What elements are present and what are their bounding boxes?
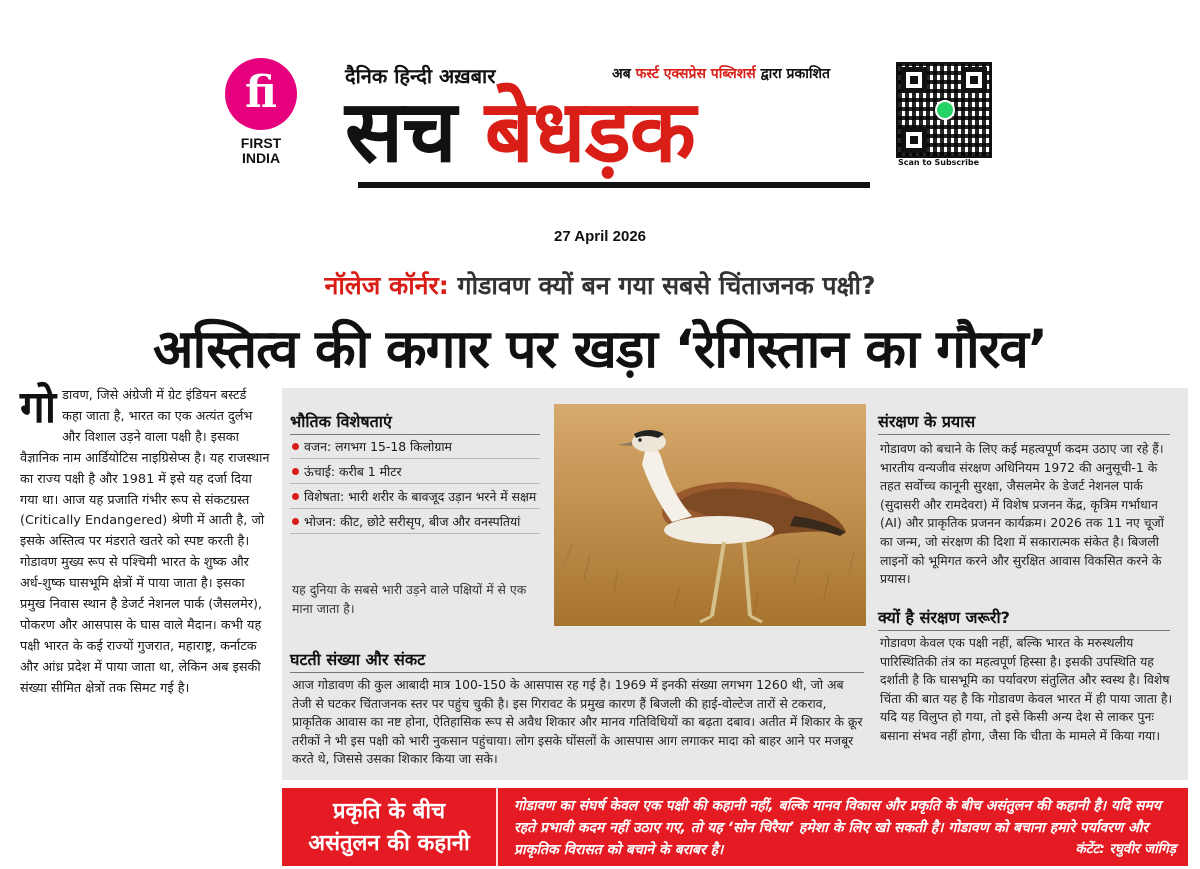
publisher-prefix: अब	[612, 66, 631, 82]
bustard-illustration	[554, 404, 866, 626]
qr-caption: Scan to Subscribe	[898, 158, 980, 167]
newspaper-name-part1: सच	[345, 82, 456, 182]
kicker-text: गोडावण क्यों बन गया सबसे चिंताजनक पक्षी?	[457, 271, 876, 300]
list-item: वजन: लगभग 15-18 किलोग्राम	[290, 438, 540, 459]
kicker-headline	[0, 268, 1200, 302]
masthead-tagline: दैनिक हिन्दी अख़बार	[345, 64, 496, 88]
physical-note: यह दुनिया के सबसे भारी उड़ने वाले पक्षियों में से एक माना जाता है।	[292, 582, 527, 616]
footer-title	[282, 788, 498, 866]
publisher-suffix: द्वारा प्रकाशित	[760, 66, 830, 82]
physical-list	[290, 438, 540, 538]
conservation-heading: संरक्षण के प्रयास	[878, 410, 1170, 435]
logo-name: FIRST INDIA	[240, 135, 282, 166]
importance-text: गोडावण केवल एक पक्षी नहीं, बल्कि भारत के मरुस्थलीय पारिस्थितिकी तंत्र का महत्वपूर्ण हिस्सा है। इसकी उपस्थिति यह दर्शाती है कि घासभूमि का पर्यावरण संतुलित और स्वस्थ है। विशेष चिंता की बात यह है कि गोडावण केवल भारत में ही पाया जाता है। यदि यह विलुप्त हो गया, तो इसे किसी अन्य देश से लाकर पुनः बसाना संभव नहीं होगा, जैसा कि चीता के मामले में किया गया।	[880, 635, 1173, 743]
list-item: ऊंचाई: करीब 1 मीटर	[290, 463, 540, 484]
masthead-rule	[358, 182, 870, 188]
drop-cap: गो	[20, 382, 57, 433]
logo-mark: fi	[225, 58, 297, 130]
great-indian-bustard-photo	[554, 404, 866, 626]
qr-finder-bottom-left	[901, 127, 927, 153]
whatsapp-icon	[935, 100, 955, 120]
physical-heading: भौतिक विशेषताएं	[290, 410, 540, 435]
first-india-logo	[222, 58, 300, 166]
newspaper-name-part2: बेधड़क	[484, 82, 695, 182]
newspaper-name	[345, 80, 695, 184]
content-credit: कंटेंट: रघुवीर जांगिड़	[1075, 841, 1176, 857]
qr-code[interactable]	[896, 62, 992, 158]
footer-title-line2: असंतुलन की कहानी	[308, 831, 470, 856]
intro-column	[20, 382, 270, 700]
decline-text: आज गोडावण की कुल आबादी मात्र 100-150 के आसपास रह गई है। 1969 में इनकी संख्या लगभग 1260 थी, जो अब तेजी से घटकर चिंताजनक स्तर पर पहुंच चुकी है। इस गिरावट के प्रमुख कारण हैं बिजली की हाई-वोल्टेज तारों से टकराव, प्राकृतिक आवास का नष्ट होना, ऐतिहासिक रूप से अवैध शिकार और मानव गतिविधियों का बढ़ता दबाव। अतीत में शिकार के क्रूर तरीकों ने भी इस पक्षी को भारी नुकसान पहुंचाया। लोग इसके घोंसलों के आसपास आग लगाकर मादा को बाहर आने पर मजबूर करते थे, जिससे उसका शिकार किया जा सके।	[292, 677, 863, 767]
decline-heading: घटती संख्या और संकट	[290, 648, 864, 673]
qr-finder-top-right	[961, 67, 987, 93]
intro-text: डावण, जिसे अंग्रेजी में ग्रेट इंडियन बस्टर्ड कहा जाता है, भारत का एक अत्यंत दुर्लभ और विशाल उड़ने वाला पक्षी है। इसका वैज्ञानिक नाम आर्डियोटिस नाइग्रिसेप्स है। यह राजस्थान का राज्य पक्षी है और 1981 में इसे यह दर्जा दिया गया था। आज यह प्रजाति गंभीर रूप से संकटग्रस्त (Critically Endangered) श्रेणी में आती है, जो इसके अस्तित्व पर मंडराते खतरे को स्पष्ट करती है। गोडावण मुख्य रूप से पश्चिमी भारत के शुष्क और अर्ध-शुष्क घासभूमि क्षेत्रों में पाया जाता है। इसका प्रमुख निवास स्थान है डेजर्ट नेशनल पार्क (जैसलमेर), पोकरण और आसपास के घास वाले मैदान। कभी यह पक्षी भारत के कई राज्यों गुजरात, महाराष्ट्र, कर्नाटक और आंध्र प्रदेश में पाया जाता था, लेकिन अब इसकी संख्या सीमित क्षेत्रों तक सिमट गई है।	[20, 388, 270, 696]
footer-title-line1: प्रकृति के बीच	[332, 799, 446, 824]
footer-text: गोडावण का संघर्ष केवल एक पक्षी की कहानी नहीं, बल्कि मानव विकास और प्रकृति के बीच असंतुलन की कहानी है। यदि समय रहते प्रभावी कदम नहीं उठाए गए, तो यह ‘सोन चिरैया’ हमेशा के लिए खो सकती है। गोडावण को बचाना हमारे पर्यावरण और प्राकृतिक विरासत को बचाने के बराबर है।	[514, 798, 1161, 858]
importance-heading: क्यों है संरक्षण जरूरी?	[878, 606, 1170, 631]
issue-date: 27 April 2026	[554, 228, 646, 245]
main-headline: अस्तित्व की कगार पर खड़ा ‘रेगिस्तान का गौरव’	[153, 319, 1047, 380]
publisher-name: फर्स्ट एक्सप्रेस पब्लिशर्स	[635, 66, 756, 82]
kicker-label: नॉलेज कॉर्नर:	[324, 271, 449, 300]
footer-banner	[282, 788, 1188, 866]
conservation-text: गोडावण को बचाने के लिए कई महत्वपूर्ण कदम उठाए जा रहे हैं। भारतीय वन्यजीव संरक्षण अधिनियम 1972 की अनुसूची-1 के तहत सर्वोच्च कानूनी सुरक्षा, जैसलमेर के डेजर्ट नेशनल पार्क (सुदासरी और रामदेवरा) में विशेष प्रजनन केंद्र, कृत्रिम गर्भाधान (AI) और प्राकृतिक प्रजनन कार्यक्रम। 2026 तक 11 नए चूजों का जन्म, जो संरक्षण की दिशा में सकारात्मक संकेत है। बिजली लाइनों को भूमिगत करने और सुरक्षित आवास विकसित करने के प्रयास।	[880, 441, 1164, 587]
list-item: भोजन: कीट, छोटे सरीसृप, बीज और वनस्पतियां	[290, 513, 540, 534]
list-item: विशेषता: भारी शरीर के बावजूद उड़ान भरने में सक्षम	[290, 488, 540, 509]
qr-finder-top-left	[901, 67, 927, 93]
